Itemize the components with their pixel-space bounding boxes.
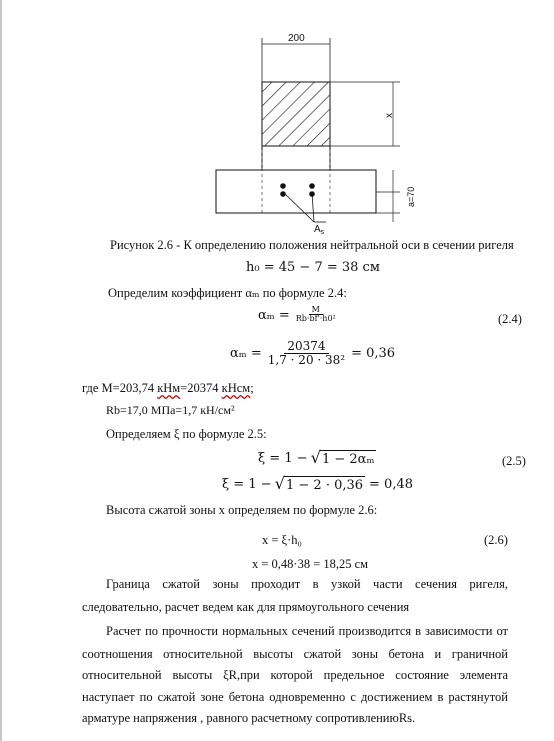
rebar-label: $A_s$ bbox=[314, 224, 325, 236]
xi-intro: Определяем ξ по формуле 2.5: bbox=[106, 427, 267, 441]
eq-2-4-number: (2.4) bbox=[498, 312, 522, 326]
alpha-intro: Определим коэффициент αₘ по формуле 2.4: bbox=[108, 286, 347, 300]
eq-2-4-calc-num: 20374 bbox=[284, 340, 328, 354]
rebar-1 bbox=[280, 183, 286, 189]
eq-2-5-lhs: ξ = 1 − bbox=[258, 451, 308, 466]
eq-2-5-sqrt bbox=[311, 450, 377, 467]
sqrt-icon: √ bbox=[274, 474, 285, 493]
where-line bbox=[82, 381, 254, 396]
figure-caption: Рисунок 2.6 - К определению положения нейтральной оси в сечении ригеля bbox=[110, 238, 514, 252]
eq-2-5-calc-lhs: ξ = 1 − bbox=[222, 477, 272, 492]
dim-width-label: 200 bbox=[288, 33, 305, 44]
eq-2-4-calc-lhs: αₘ = bbox=[230, 345, 262, 361]
eq-2-5-calc-radicand: 1 − 2 · 0,36 bbox=[285, 478, 364, 493]
eq-2-6-calc: x = 0,48·38 = 18,25 см bbox=[252, 557, 369, 571]
flange-rect bbox=[216, 170, 376, 213]
eq-2-4-fraction bbox=[293, 306, 339, 324]
where-unit-2: кНсм bbox=[221, 381, 251, 395]
eq-2-4 bbox=[258, 306, 342, 324]
eq-2-5 bbox=[258, 450, 376, 467]
paragraph-2-line-1: Расчет по прочности нормальных сечений производится в зависимости от bbox=[106, 624, 508, 638]
section-figure bbox=[0, 0, 554, 240]
paragraph-2-line-5: арматуре напряжения , равного расчетному сопротивлениюRs. bbox=[82, 711, 416, 725]
paragraph-2-line-3: относительной высоты ξR,при которой предельное состояние элемента bbox=[82, 668, 508, 682]
eq-2-4-num: M bbox=[309, 306, 323, 315]
eq-2-5-calc-sqrt bbox=[275, 476, 365, 493]
eq-2-5-number: (2.5) bbox=[502, 454, 526, 468]
where-prefix: где М=203,74 bbox=[82, 381, 158, 395]
eq-2-5-calc-rhs: = 0,48 bbox=[369, 477, 414, 492]
paragraph-2-line-2: соотношения относительной высоты сжатой зоны бетона и граничной bbox=[82, 647, 508, 661]
eq-2-4-calc bbox=[230, 340, 395, 367]
rb-line: Rb=17,0 МПа=1,7 кН/см² bbox=[106, 403, 235, 417]
paragraph-2-line-4: наступает по сжатой зоне бетона одновременно с достижением в растянутой bbox=[82, 690, 508, 704]
eq-2-4-lhs: αₘ = bbox=[258, 307, 290, 323]
eq-2-4-den: Rb·bf'·h0² bbox=[295, 314, 336, 324]
paragraph-1-line-2: следовательно, расчет ведем как для прямоугольного сечения bbox=[82, 600, 410, 614]
eq-h0: h₀ = 45 − 7 = 38 см bbox=[246, 260, 380, 275]
x-intro: Высота сжатой зоны x определяем по формуле 2.6: bbox=[106, 503, 378, 517]
eq-2-5-calc bbox=[222, 476, 413, 493]
eq-2-6-number: (2.6) bbox=[484, 533, 508, 547]
where-unit-1: кНм bbox=[157, 381, 181, 395]
eq-2-4-calc-rhs: = 0,36 bbox=[351, 345, 396, 361]
dim-a-label: a=70 bbox=[406, 186, 416, 207]
paragraph-1-line-1: Граница сжатой зоны проходит в узкой части сечения ригеля, bbox=[106, 577, 508, 591]
eq-2-5-radicand: 1 − 2αₘ bbox=[321, 452, 375, 467]
dim-x-label: x bbox=[384, 113, 395, 118]
sqrt-icon: √ bbox=[310, 448, 321, 467]
rebar-3 bbox=[309, 183, 315, 189]
eq-2-4-calc-den: 1,7 · 20 · 38² bbox=[267, 352, 346, 367]
where-mid: =20374 bbox=[180, 381, 222, 395]
eq-2-6: x = ξ·h₀ bbox=[262, 533, 302, 547]
compressed-zone bbox=[262, 82, 330, 146]
where-suffix: ; bbox=[250, 381, 254, 395]
eq-2-4-calc-fraction bbox=[265, 340, 348, 367]
